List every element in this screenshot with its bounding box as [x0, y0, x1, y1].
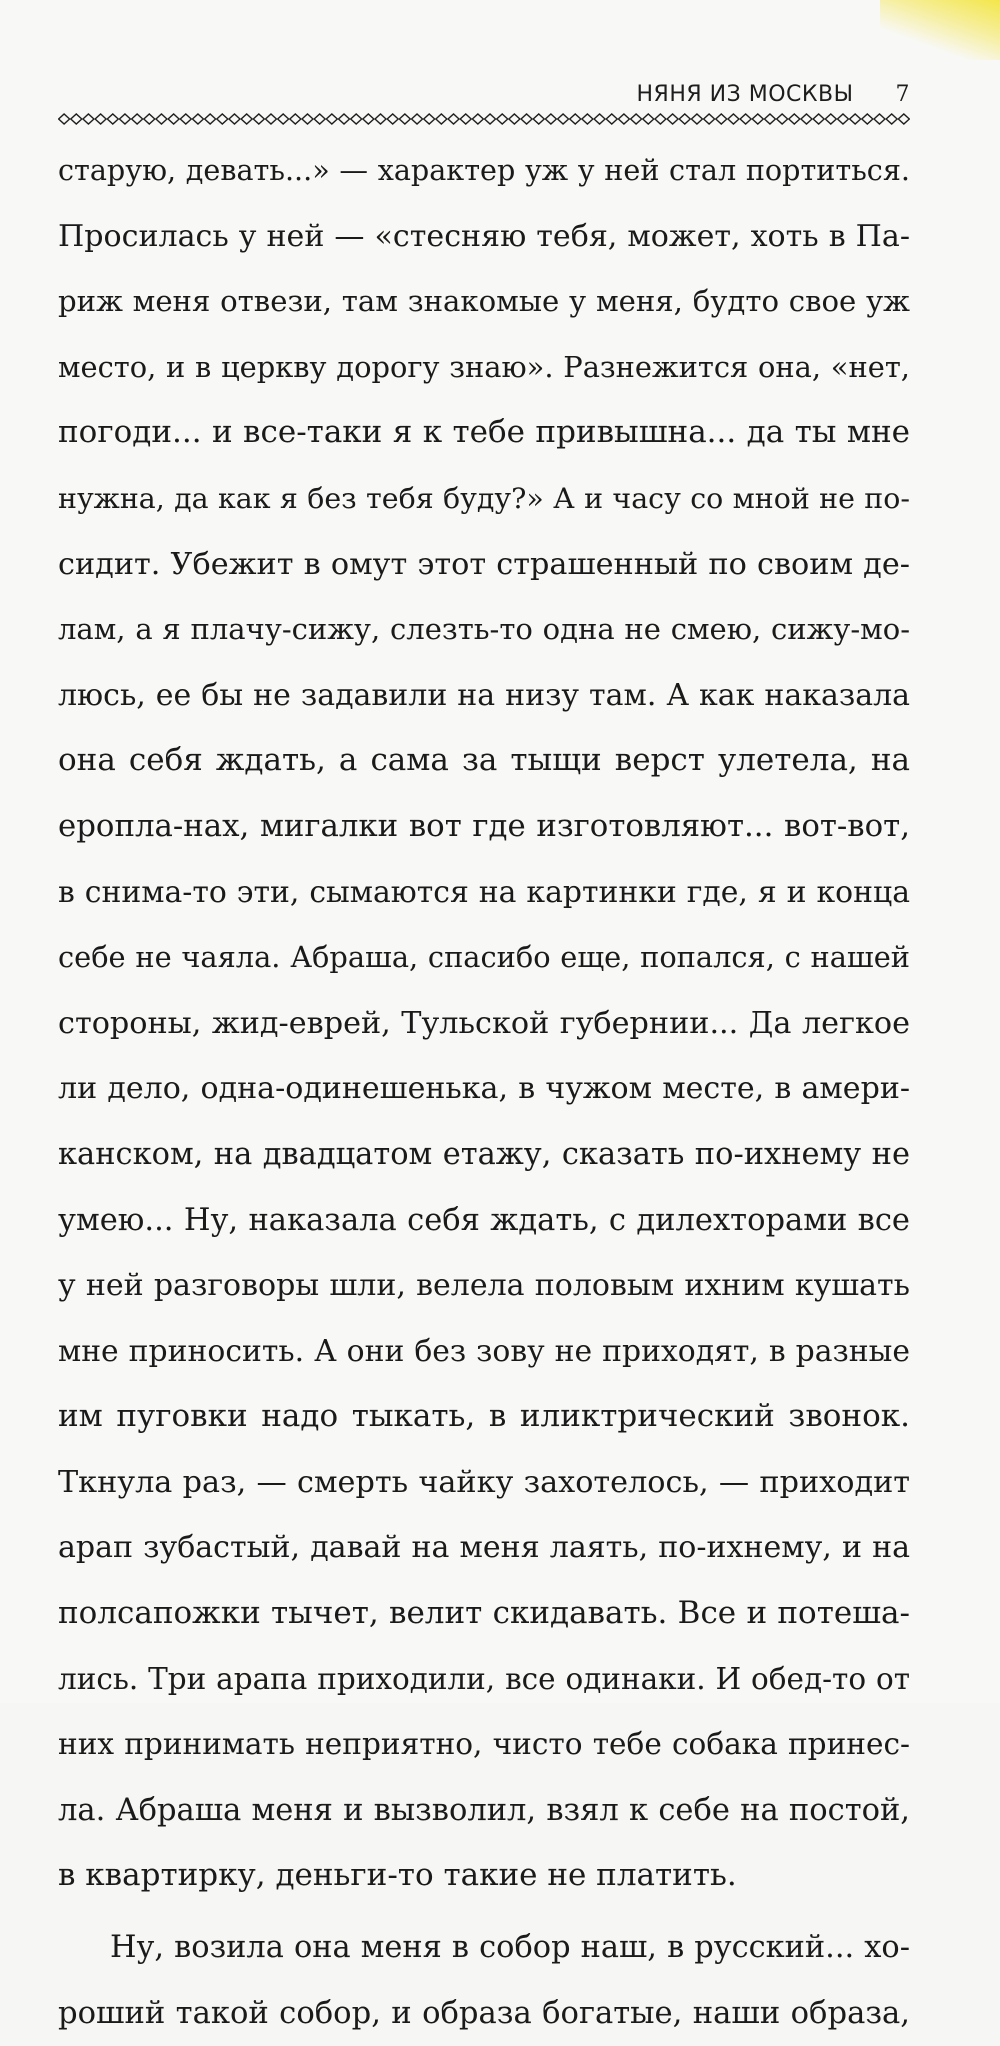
text-line: Просилась у ней — «стесняю тебя, может, хоть в Па-: [58, 218, 910, 254]
text-line: риж меня отвези, там знакомые у меня, будто свое уж: [58, 284, 910, 319]
text-line: ла. Абраша меня и вызволил, взял к себе на постой,: [58, 1792, 910, 1828]
text-line: люсь, ее бы не задавили на низу там. А как наказала: [58, 677, 910, 713]
text-line: себе не чаяла. Абраша, спасибо еще, попался, с нашей: [58, 940, 910, 975]
text-line: место, и в церкву дорогу знаю». Разнежится она, «нет,: [58, 349, 910, 384]
paragraph-2: [58, 1915, 910, 2046]
text-line: полсапожки тычет, велит скидавать. Все и потеша-: [58, 1595, 910, 1632]
text-line: роший такой собор, и образа богатые, наши образа,: [58, 1995, 910, 2031]
text-line: в квартирку, деньги-то такие не платить.: [58, 1857, 737, 1894]
running-title: НЯНЯ ИЗ МОСКВЫ: [636, 81, 854, 107]
text-line: лись. Три арапа приходили, все одинаки. И обед-то от: [58, 1661, 910, 1696]
text-line: у ней разговоры шли, велела половым ихним кушать: [58, 1268, 910, 1304]
text-line: сидит. Убежит в омут этот страшенный по своим де-: [58, 546, 910, 582]
text-line: арап зубастый, давай на меня лаять, по-ихнему, и на: [58, 1530, 910, 1566]
text-line: нужна, да как я без тебя буду?» А и часу со мной не по-: [58, 481, 910, 515]
text-line: им пуговки надо тыкать, в иликтрический звонок.: [58, 1398, 910, 1435]
running-header: [58, 74, 910, 114]
text-line: она себя ждать, а сама за тыщи верст улетела, на: [58, 742, 910, 779]
body-text: [58, 138, 910, 2046]
text-line: мне приносить. А они без зову не приходят, в разные: [58, 1333, 910, 1369]
text-line: канском, на двадцатом етажу, сказать по-ихнему не: [58, 1136, 910, 1172]
text-line: лам, а я плачу-сижу, слезть-то одна не смею, сижу-мо-: [58, 612, 910, 647]
text-line: них принимать неприятно, чисто тебе собака принес-: [58, 1727, 910, 1762]
text-line: Ну, возила она меня в собор наш, в русский... хо-: [110, 1930, 910, 1966]
text-line: ли дело, одна-одинешенька, в чужом месте, в амери-: [58, 1071, 910, 1107]
text-line: умею... Ну, наказала себя ждать, с дилехторами все: [58, 1202, 910, 1238]
text-line: в снима-то эти, сымаются на картинки где, я и конца: [58, 874, 910, 910]
page-edge-highlight: [880, 0, 1000, 60]
text-line: еропла-нах, мигалки вот где изготовляют... вот-вот,: [58, 807, 910, 844]
text-line: Ткнула раз, — смерть чайку захотелось, — приходит: [58, 1464, 910, 1500]
ornamental-rule: [58, 113, 910, 125]
text-line: стороны, жид-еврей, Тульской губернии... Да легкое: [58, 1005, 910, 1041]
text-line: погоди... и все-таки я к тебе привышна... да ты мне: [58, 414, 910, 451]
text-line: старую, девать...» — характер уж у ней стал портиться.: [58, 153, 910, 187]
page-number: 7: [895, 81, 910, 107]
paragraph-1: [58, 138, 910, 1909]
